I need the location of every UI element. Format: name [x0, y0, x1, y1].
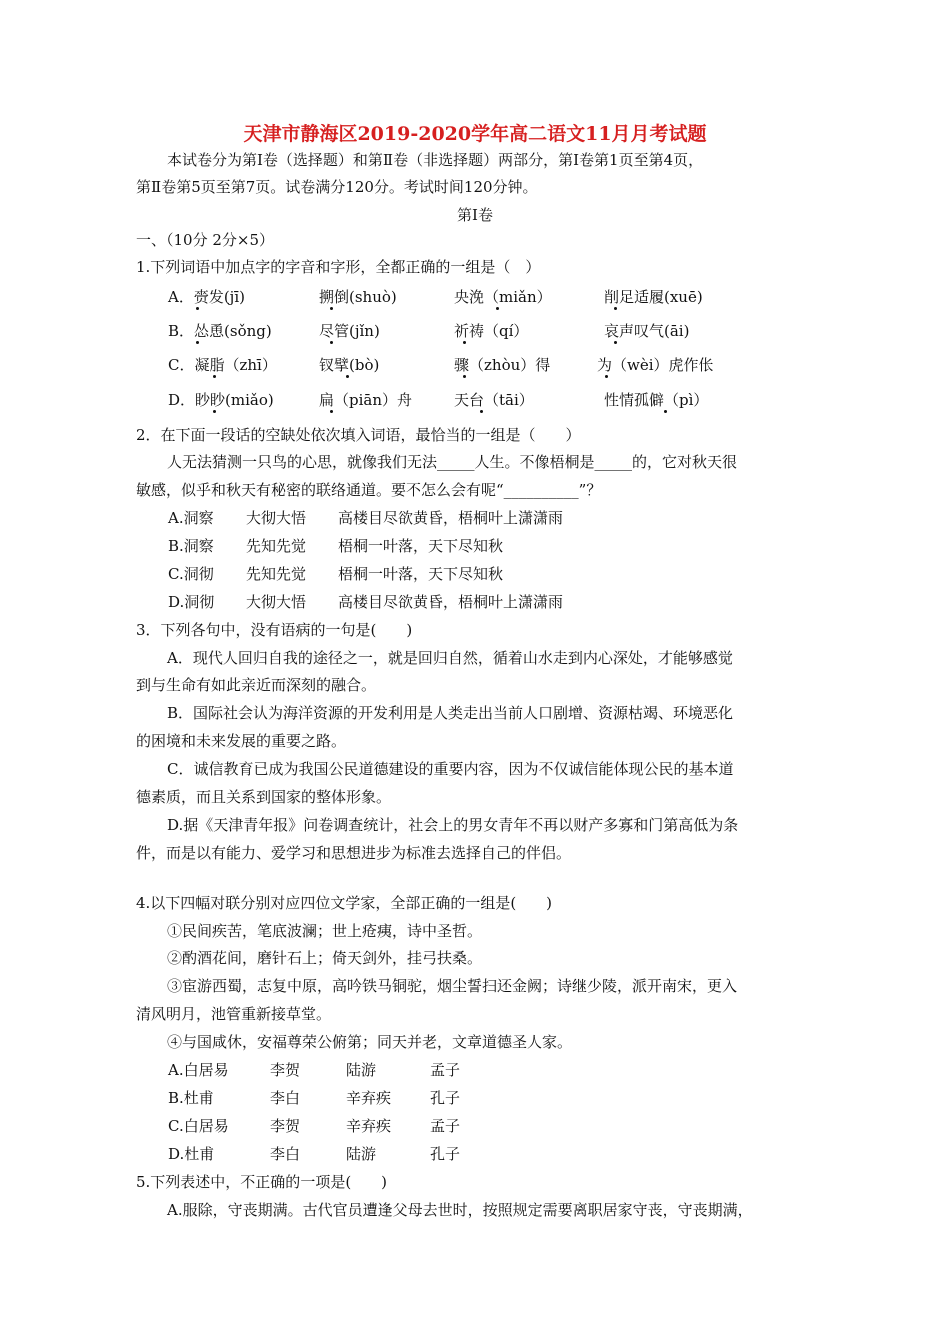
q2-option-c-3: 梧桐一叶落，天下尽知秋 — [338, 565, 504, 583]
q1-option-b-1: B．怂恿(sǒng) — [168, 322, 272, 340]
emphasis-dot — [605, 375, 608, 378]
intro-line-1: 本试卷分为第Ⅰ卷（选择题）和第Ⅱ卷（非选择题）两部分，第Ⅰ卷第1页至第4页， — [167, 151, 704, 169]
emphasis-dot — [463, 341, 466, 344]
emphasis-dot — [330, 410, 333, 413]
part-heading: 一、（10分 2分×5） — [136, 231, 275, 249]
q2-option-d-3: 高楼目尽欲黄昏，梧桐叶上潇潇雨 — [338, 593, 564, 611]
q4-option-c-2: 李贺 — [270, 1117, 301, 1135]
emphasis-dot — [614, 307, 617, 310]
emphasis-dot — [614, 341, 617, 344]
q1-option-c-1: C．凝脂（zhī） — [168, 356, 277, 374]
q2-passage-line-2: 敏感，似乎和秋天有秘密的联络通道。要不怎么会有呢“__________”？ — [136, 481, 602, 499]
q4-option-d-1: D.杜甫 — [168, 1145, 215, 1163]
q4-option-a-4: 孟子 — [430, 1061, 461, 1079]
q2-option-a-1: A.洞察 — [168, 509, 214, 527]
emphasis-dot — [480, 410, 483, 413]
q1-option-c-2: 钗擘(bò) — [319, 356, 380, 374]
q2-option-a-3: 高楼目尽欲黄昏，梧桐叶上潇潇雨 — [338, 509, 564, 527]
q2-option-a-2: 大彻大悟 — [246, 509, 307, 527]
q1-option-d-4: 性情孤僻（pì） — [604, 391, 709, 409]
q1-option-a-4: 削足适履(xuē) — [604, 288, 703, 306]
q4-couplet-1: ①民间疾苦，笔底波澜；世上疮痍，诗中圣哲。 — [167, 922, 483, 940]
q2-option-b-3: 梧桐一叶落，天下尽知秋 — [338, 537, 504, 555]
emphasis-dot — [346, 375, 349, 378]
q3-option-c-line-1: C．诚信教育已成为我国公民道德建设的重要内容，因为不仅诚信能体现公民的基本道 — [167, 760, 734, 778]
q4-couplet-4: ④与国咸休，安福尊荣公俯第；同天并老，文章道德圣人家。 — [167, 1033, 573, 1051]
emphasis-dot — [330, 341, 333, 344]
q4-couplet-3-line-2: 清风明月，池管重新接草堂。 — [136, 1005, 332, 1023]
q1-option-d-3: 天台（tāi） — [454, 391, 534, 409]
q1-option-b-3: 祈祷（qí） — [454, 322, 529, 340]
q4-couplet-3-line-1: ③宦游西蜀，志复中原，高吟铁马铜驼，烟尘誓扫还金阙；诗继少陵，派开南宋，更入 — [167, 977, 738, 995]
q4-option-d-2: 李白 — [270, 1145, 301, 1163]
question-1-stem: 1.下列词语中加点字的字音和字形，全都正确的一组是（ ） — [136, 258, 541, 276]
emphasis-dot — [330, 307, 333, 310]
q4-option-b-2: 李白 — [270, 1089, 301, 1107]
q1-option-b-4: 哀声叹气(āi) — [604, 322, 690, 340]
emphasis-dot — [213, 410, 216, 413]
intro-line-2: 第Ⅱ卷第5页至第7页。试卷满分120分。考试时间120分钟。 — [136, 178, 538, 196]
question-3-stem: 3．下列各句中，没有语病的一句是( ) — [136, 621, 413, 639]
q3-option-b-line-1: B．国际社会认为海洋资源的开发利用是人类走出当前人口剧增、资源枯竭、环境恶化 — [167, 704, 734, 722]
q4-option-c-4: 孟子 — [430, 1117, 461, 1135]
q2-passage-line-1: 人无法猜测一只鸟的心思，就像我们无法_____人生。不像梧桐是_____的，它对秋天很 — [167, 453, 738, 471]
question-2-stem: 2．在下面一段话的空缺处依次填入词语，最恰当的一组是（ ） — [136, 426, 581, 444]
q4-option-b-3: 辛弃疾 — [346, 1089, 392, 1107]
q3-option-d-line-2: 件，而是以有能力、爱学习和思想进步为标准去选择自己的伴侣。 — [136, 844, 572, 862]
q4-option-c-1: C.白居易 — [168, 1117, 229, 1135]
emphasis-dot — [496, 307, 499, 310]
q2-option-b-1: B.洞察 — [168, 537, 214, 555]
q4-couplet-2: ②酌酒花间，磨针石上；倚天剑外，挂弓扶桑。 — [167, 949, 483, 967]
q1-option-a-1: A．赍发(jī) — [168, 288, 245, 306]
emphasis-dot — [213, 375, 216, 378]
emphasis-dot — [196, 341, 199, 344]
q3-option-a-line-2: 到与生命有如此亲近而深刻的融合。 — [136, 676, 377, 694]
page-title: 天津市静海区2019-2020学年高二语文11月月考试题 — [243, 123, 707, 145]
q1-option-c-3: 骤（zhòu）得 — [454, 356, 551, 374]
q5-option-a-line-1: A.服除，守丧期满。古代官员遭逢父母去世时，按照规定需要离职居家守丧，守丧期满， — [167, 1201, 753, 1219]
q4-option-d-3: 陆游 — [346, 1145, 377, 1163]
q2-option-d-2: 大彻大悟 — [246, 593, 307, 611]
q3-option-b-line-2: 的困境和未来发展的重要之路。 — [136, 732, 347, 750]
q2-option-c-1: C.洞彻 — [168, 565, 214, 583]
q2-option-b-2: 先知先觉 — [246, 537, 307, 555]
q1-option-d-1: D．眇眇(miǎo) — [168, 391, 274, 409]
emphasis-dot — [196, 307, 199, 310]
q4-option-a-2: 李贺 — [270, 1061, 301, 1079]
emphasis-dot — [664, 410, 667, 413]
emphasis-dot — [463, 375, 466, 378]
q4-option-a-3: 陆游 — [346, 1061, 377, 1079]
q1-option-a-3: 央浼（miǎn） — [454, 288, 552, 306]
question-5-stem: 5.下列表述中，不正确的一项是( ) — [136, 1173, 388, 1191]
q1-option-c-4: 为（wèi）虎作伥 — [597, 356, 714, 374]
q4-option-b-1: B.杜甫 — [168, 1089, 214, 1107]
q1-option-d-2: 扁（piān）舟 — [319, 391, 413, 409]
q3-option-a-line-1: A．现代人回归自我的途径之一，就是回归自然，循着山水走到内心深处，才能够感觉 — [167, 649, 733, 667]
q1-option-b-2: 尽管(jǐn) — [319, 322, 380, 340]
q2-option-c-2: 先知先觉 — [246, 565, 307, 583]
q3-option-d-line-1: D.据《天津青年报》问卷调查统计，社会上的男女青年不再以财产多寡和门第高低为条 — [167, 816, 739, 834]
q4-option-b-4: 孔子 — [430, 1089, 461, 1107]
section-title: 第Ⅰ卷 — [457, 206, 493, 224]
question-4-stem: 4.以下四幅对联分别对应四位文学家，全部正确的一组是( ) — [136, 894, 553, 912]
q4-option-a-1: A.白居易 — [168, 1061, 229, 1079]
q3-option-c-line-2: 德素质，而且关系到国家的整体形象。 — [136, 788, 392, 806]
q1-option-a-2: 搠倒(shuò) — [319, 288, 397, 306]
q4-option-d-4: 孔子 — [430, 1145, 461, 1163]
q2-option-d-1: D.洞彻 — [168, 593, 215, 611]
q4-option-c-3: 辛弃疾 — [346, 1117, 392, 1135]
